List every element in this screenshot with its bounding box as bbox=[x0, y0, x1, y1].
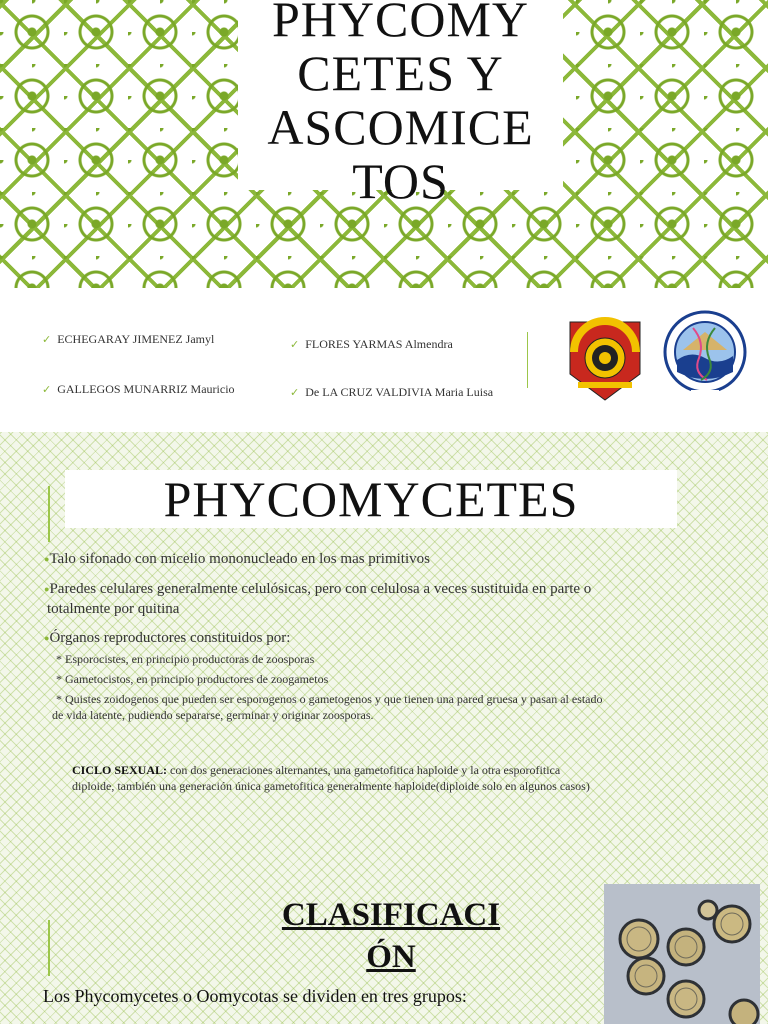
member-item bbox=[290, 337, 453, 352]
member-name: De LA CRUZ VALDIVIA Maria Luisa bbox=[305, 385, 494, 399]
ciclo-text-continuation: diploide, también una generación única gametofitica generalmente haploide(diploide solo en algunos casos) bbox=[72, 779, 590, 793]
title-slide bbox=[0, 0, 768, 288]
member-name: FLORES YARMAS Almendra bbox=[305, 337, 453, 351]
check-icon: ✓ bbox=[42, 334, 52, 346]
microscope-spores-image bbox=[604, 884, 760, 1024]
faculty-seal-icon bbox=[663, 310, 747, 402]
sub-item: * Gametocistos, en principio productores de zoogametos bbox=[56, 672, 329, 686]
sub-item-continuation: de vida latente, pudiendo separarse, germinar y originar zoosporas. bbox=[52, 708, 374, 722]
bullet-icon: ● bbox=[44, 554, 50, 565]
groups-text: Los Phycomycetes o Oomycotas se dividen en tres grupos: bbox=[43, 986, 467, 1006]
ciclo-text: con dos generaciones alternantes, una gametofitica haploide y la otra esporofitica bbox=[167, 763, 561, 777]
ciclo-sexual-paragraph bbox=[72, 762, 712, 794]
title-line-1: PHYCOMY bbox=[271, 0, 530, 47]
bullet-icon: ● bbox=[44, 584, 50, 595]
phycomycetes-slide bbox=[0, 432, 768, 1024]
title-box bbox=[238, 0, 563, 209]
member-name: GALLEGOS MUNARRIZ Mauricio bbox=[57, 382, 235, 396]
title-line-2: CETES Y bbox=[297, 45, 504, 101]
check-icon: ✓ bbox=[42, 384, 52, 396]
divider bbox=[527, 332, 528, 388]
accent-bar bbox=[48, 920, 50, 976]
sub-item: * Quistes zoidogenos que pueden ser esporogenos o gametogenos y que tienen una pared gruesa y pasan al estado bbox=[56, 692, 603, 706]
bullet-text: Talo sifonado con micelio mononucleado en los mas primitivos bbox=[49, 551, 430, 567]
title-line-3: ASCOMICE bbox=[267, 99, 534, 155]
check-icon: ✓ bbox=[290, 387, 300, 399]
clasificacion-heading bbox=[266, 894, 516, 978]
sub-item: * Esporocistes, en principio productoras de zoosporas bbox=[56, 652, 315, 666]
bullet-item bbox=[44, 580, 744, 599]
slide-title: PHYCOMYCETES bbox=[163, 471, 579, 527]
member-name: ECHEGARAY JIMENEZ Jamyl bbox=[57, 332, 215, 346]
title-line-4: TOS bbox=[352, 153, 449, 209]
heading-line-1: CLASIFICACI bbox=[281, 897, 501, 933]
member-item bbox=[42, 382, 235, 397]
bullet-item bbox=[44, 550, 744, 569]
accent-bar bbox=[48, 486, 50, 542]
bullet-continuation: totalmente por quitina bbox=[47, 601, 180, 617]
university-seal-icon bbox=[566, 312, 644, 402]
member-item bbox=[42, 332, 214, 347]
heading-line-2: ÓN bbox=[366, 939, 416, 975]
members-slide bbox=[0, 288, 768, 432]
member-item bbox=[290, 385, 493, 400]
title-box bbox=[65, 470, 677, 528]
ciclo-label: CICLO SEXUAL: bbox=[72, 763, 168, 777]
bullet-text: Órganos reproductores constituidos por: bbox=[49, 630, 291, 646]
bullet-icon: ● bbox=[44, 633, 50, 644]
bullet-item bbox=[44, 629, 744, 648]
bullet-text: Paredes celulares generalmente celulósicas, pero con celulosa a veces sustituida en parte o bbox=[49, 581, 592, 597]
check-icon: ✓ bbox=[290, 339, 300, 351]
